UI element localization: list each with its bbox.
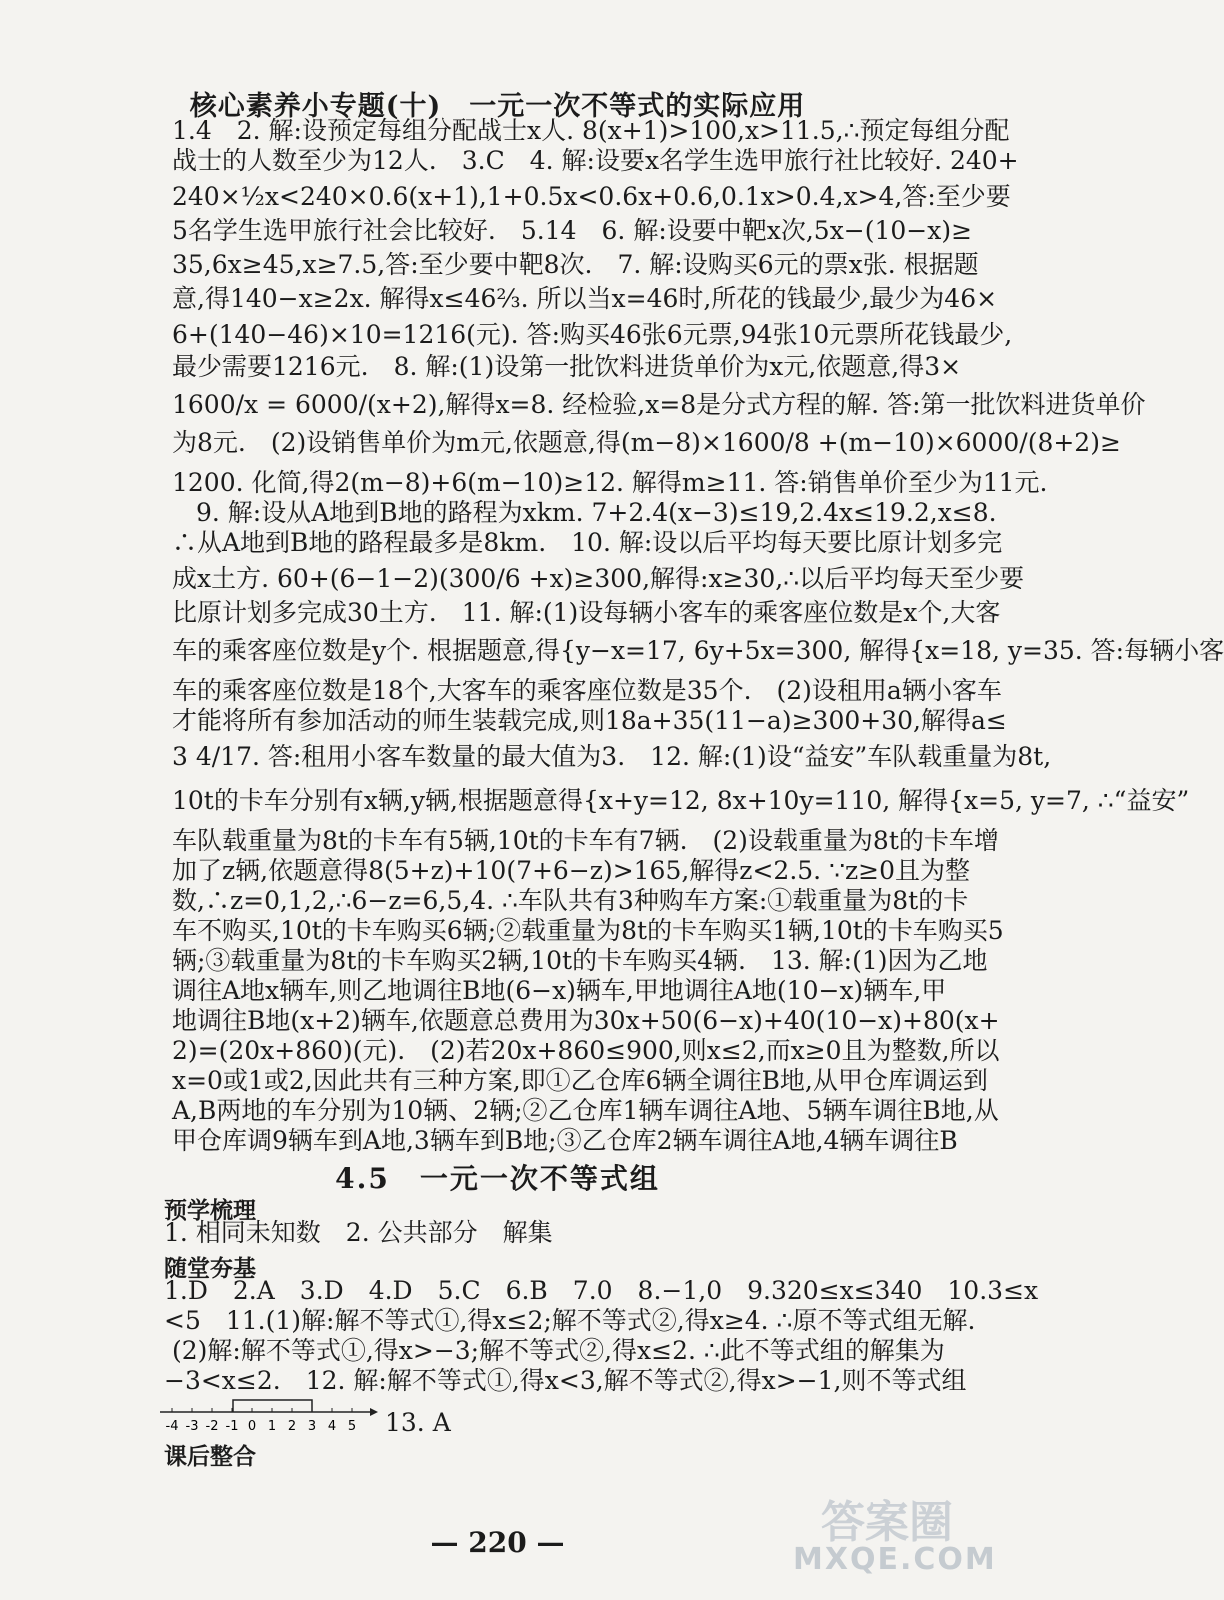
class-line: <5 11.(1)解:解不等式①,得x≤2;解不等式②,得x≥4. ∴原不等式组无解. (164, 1306, 976, 1335)
page-title: 核心素养小专题(十) 一元一次不等式的实际应用 (189, 91, 806, 122)
text-line: 35,6x≥45,x≥7.5,答:至少要中靶8次. 7. 解:设购买6元的票x张. 根据题 (172, 250, 979, 279)
text-line: 1200. 化简,得2(m−8)+6(m−10)≥12. 解得m≥11. 答:销售单价至少为11元. (172, 468, 1048, 497)
text-line: 6+(140−46)×10=1216(元). 答:购买46张6元票,94张10元票所花钱最少, (172, 320, 1013, 349)
number-line-label: -3 (185, 1419, 199, 1434)
page-number: — 220 — (430, 1526, 565, 1559)
class-heading: 随堂夯基 (164, 1256, 256, 1282)
preview-answers: 1. 相同未知数 2. 公共部分 解集 (164, 1218, 553, 1247)
text-line: 最少需要1216元. 8. 解:(1)设第一批饮料进货单价为x元,依题意,得3× (172, 352, 962, 381)
number-line-label: 4 (327, 1419, 337, 1434)
text-line: 5名学生选甲旅行社会比较好. 5.14 6. 解:设要中靶x次,5x−(10−x)≥ (172, 216, 973, 245)
number-line-label: -2 (205, 1419, 219, 1434)
text-line: 成x土方. 60+(6−1−2)(300/6 +x)≥300,解得:x≥30,∴以后平均每天至少要 (172, 564, 1025, 593)
number-line-figure (160, 1400, 380, 1440)
arrow-right-icon (370, 1408, 378, 1416)
text-line: 9. 解:设从A地到B地的路程为xkm. 7+2.4(x−3)≤19,2.4x≤19.2,x≤8. (196, 498, 997, 527)
answer-13: 13. A (385, 1408, 451, 1437)
number-line-label: 3 (307, 1419, 317, 1434)
class-line: (2)解:解不等式①,得x>−3;解不等式②,得x≤2. ∴此不等式组的解集为 (172, 1336, 945, 1365)
text-line: 调往A地x辆车,则乙地调往B地(6−x)辆车,甲地调往A地(10−x)辆车,甲 (172, 976, 947, 1005)
text-line: 车的乘客座位数是y个. 根据题意,得{y−x=17, 6y+5x=300, 解得{x=18, y=35. 答:每辆小客 (172, 636, 1224, 665)
text-line: 辆;③载重量为8t的卡车购买2辆,10t的卡车购买4辆. 13. 解:(1)因为乙地 (172, 946, 988, 975)
text-line: 车队载重量为8t的卡车有5辆,10t的卡车有7辆. (2)设载重量为8t的卡车增 (172, 826, 999, 855)
number-line-label: 0 (247, 1419, 257, 1434)
text-line: 数,∴z=0,1,2,∴6−z=6,5,4. ∴车队共有3种购车方案:①载重量为8t的卡 (172, 886, 969, 915)
text-line: 才能将所有参加活动的师生装载完成,则18a+35(11−a)≥300+30,解得a≤ (172, 706, 1007, 735)
text-line: 3 4/17. 答:租用小客车数量的最大值为3. 12. 解:(1)设“益安”车队载重量为8t, (172, 742, 1052, 771)
number-line-label: -1 (225, 1419, 239, 1434)
text-line: 地调往B地(x+2)辆车,依题意总费用为30x+50(6−x)+40(10−x)+80(x+ (172, 1006, 1000, 1035)
number-line-label: 1 (267, 1419, 277, 1434)
text-line: A,B两地的车分别为10辆、2辆;②乙仓库1辆车调往A地、5辆车调往B地,从 (172, 1096, 999, 1125)
section-title: 4.5 一元一次不等式组 (335, 1162, 660, 1195)
after-class-heading: 课后整合 (164, 1444, 256, 1470)
text-line: x=0或1或2,因此共有三种方案,即①乙仓库6辆全调往B地,从甲仓库调运到 (172, 1066, 988, 1095)
text-line: 为8元. (2)设销售单价为m元,依题意,得(m−8)×1600/8 +(m−10)×6000/(8+2)≥ (172, 428, 1121, 457)
text-line: 加了z辆,依题意得8(5+z)+10(7+6−z)>165,解得z<2.5. ∵z≥0且为整 (172, 856, 971, 885)
watermark-logo (771, 1482, 997, 1582)
text-line: 车不购买,10t的卡车购买6辆;②载重量为8t的卡车购买1辆,10t的卡车购买5 (172, 916, 1004, 945)
text-line: 1600/x = 6000/(x+2),解得x=8. 经检验,x=8是分式方程的解. 答:第一批饮料进货单价 (172, 390, 1146, 419)
text-line: 240×½x<240×0.6(x+1),1+0.5x<0.6x+0.6,0.1x>0.4,x>4,答:至少要 (172, 182, 1011, 211)
class-line: 1.D 2.A 3.D 4.D 5.C 6.B 7.0 8.−1,0 9.320≤x≤340 10.3≤x (164, 1276, 1039, 1305)
text-line: 战士的人数至少为12人. 3.C 4. 解:设要x名学生选甲旅行社比较好. 240+ (172, 146, 1019, 175)
class-line: −3<x≤2. 12. 解:解不等式①,得x<3,解不等式②,得x>−1,则不等式组 (164, 1366, 967, 1395)
preview-heading: 预学梳理 (164, 1198, 256, 1224)
text-line: 甲仓库调9辆车到A地,3辆车到B地;③乙仓库2辆车调往A地,4辆车调往B (172, 1126, 958, 1155)
text-line: 车的乘客座位数是18个,大客车的乘客座位数是35个. (2)设租用a辆小客车 (172, 676, 1002, 705)
number-line-label: -4 (165, 1419, 179, 1434)
text-line: ∴从A地到B地的路程最多是8km. 10. 解:设以后平均每天要比原计划多完 (172, 528, 1003, 557)
text-line: 意,得140−x≥2x. 解得x≤46⅔. 所以当x=46时,所花的钱最少,最少为46× (172, 284, 998, 313)
number-line-label: 2 (287, 1419, 297, 1434)
watermark-url: MXQE.COM (793, 1542, 997, 1577)
watermark-text: 答案圈 (821, 1497, 953, 1548)
text-line: 10t的卡车分别有x辆,y辆,根据题意得{x+y=12, 8x+10y=110, 解得{x=5, y=7, ∴“益安” (172, 786, 1190, 815)
number-line-label: 5 (347, 1419, 357, 1434)
text-line: 1.4 2. 解:设预定每组分配战士x人. 8(x+1)>100,x>11.5,∴预定每组分配 (172, 116, 1010, 145)
text-line: 比原计划多完成30土方. 11. 解:(1)设每辆小客车的乘客座位数是x个,大客 (172, 598, 1001, 627)
text-line: 2)=(20x+860)(元). (2)若20x+860≤900,则x≤2,而x≥0且为整数,所以 (172, 1036, 1000, 1065)
